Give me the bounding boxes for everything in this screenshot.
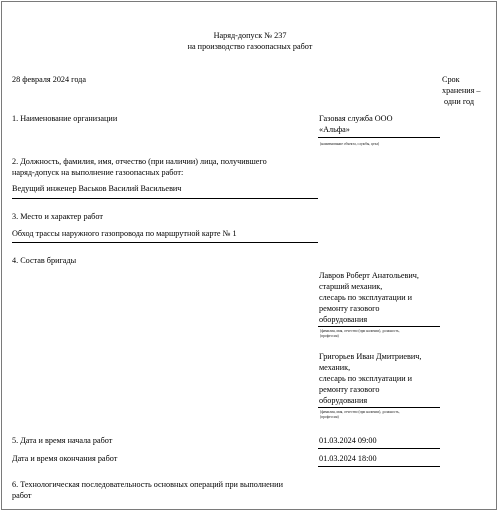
member-caption: (фамилия, имя, отчество (при наличии), должность, — [320, 329, 400, 333]
retention-line: одни год — [444, 97, 475, 106]
work-place-underline — [12, 242, 318, 243]
organization-underline — [318, 137, 440, 138]
member-line: оборудования — [319, 396, 368, 405]
end-datetime: 01.03.2024 18:00 — [319, 454, 377, 463]
section4-label: 4. Состав бригады — [12, 256, 77, 265]
member-line: слесарь по эксплуатации и — [319, 293, 413, 302]
document-title: Наряд-допуск № 237 — [213, 31, 287, 40]
member-caption: (фамилия, имя, отчество (при наличии), должность, — [320, 410, 400, 414]
section1-label: 1. Наименование организации — [12, 114, 118, 123]
section2-label-line: 2. Должность, фамилия, имя, отчество (при наличии) лица, получившего — [12, 157, 267, 166]
organization-name-line: Газовая служба ООО — [319, 114, 393, 123]
document-page — [1, 1, 497, 510]
section6-label-line: 6. Технологическая последовательность основных операций при выполнении — [12, 480, 283, 489]
organization-caption: (наименование объекта, службы, цеха) — [320, 142, 380, 146]
end-underline — [318, 466, 440, 467]
document-date: 28 февраля 2024 года — [12, 75, 86, 84]
member-underline — [318, 407, 440, 408]
member-line: ремонту газового — [319, 385, 380, 394]
section6-label-line: работ — [12, 491, 32, 500]
responsible-person: Ведущий инженер Васьков Василий Васильевич — [12, 184, 182, 193]
member-line: оборудования — [319, 315, 368, 324]
start-label: 5. Дата и время начала работ — [12, 436, 113, 445]
section3-label: 3. Место и характер работ — [12, 212, 103, 221]
member-caption: (профессия) — [320, 334, 339, 338]
member-line: слесарь по эксплуатации и — [319, 374, 413, 383]
member-line: Григорьев Иван Дмитриевич, — [319, 352, 422, 361]
member-line: Лавров Роберт Анатольевич, — [319, 271, 419, 280]
retention-line: хранения – — [442, 86, 481, 95]
document-subtitle: на производство газоопасных работ — [187, 42, 313, 51]
member-underline — [318, 326, 440, 327]
start-underline — [318, 448, 440, 449]
retention-line: Срок — [442, 75, 460, 84]
member-line: механик, — [319, 363, 351, 372]
member-caption: (профессия) — [320, 415, 339, 419]
start-datetime: 01.03.2024 09:00 — [319, 436, 377, 445]
organization-name-line: «Альфа» — [319, 125, 350, 134]
member-line: ремонту газового — [319, 304, 380, 313]
responsible-underline — [12, 198, 318, 199]
section2-label-line: наряд-допуск на выполнение газоопасных работ: — [12, 168, 184, 177]
work-place-description: Обход трассы наружного газопровода по маршрутной карте № 1 — [12, 229, 237, 238]
end-label: Дата и время окончания работ — [12, 454, 118, 463]
member-line: старший механик, — [319, 282, 383, 291]
